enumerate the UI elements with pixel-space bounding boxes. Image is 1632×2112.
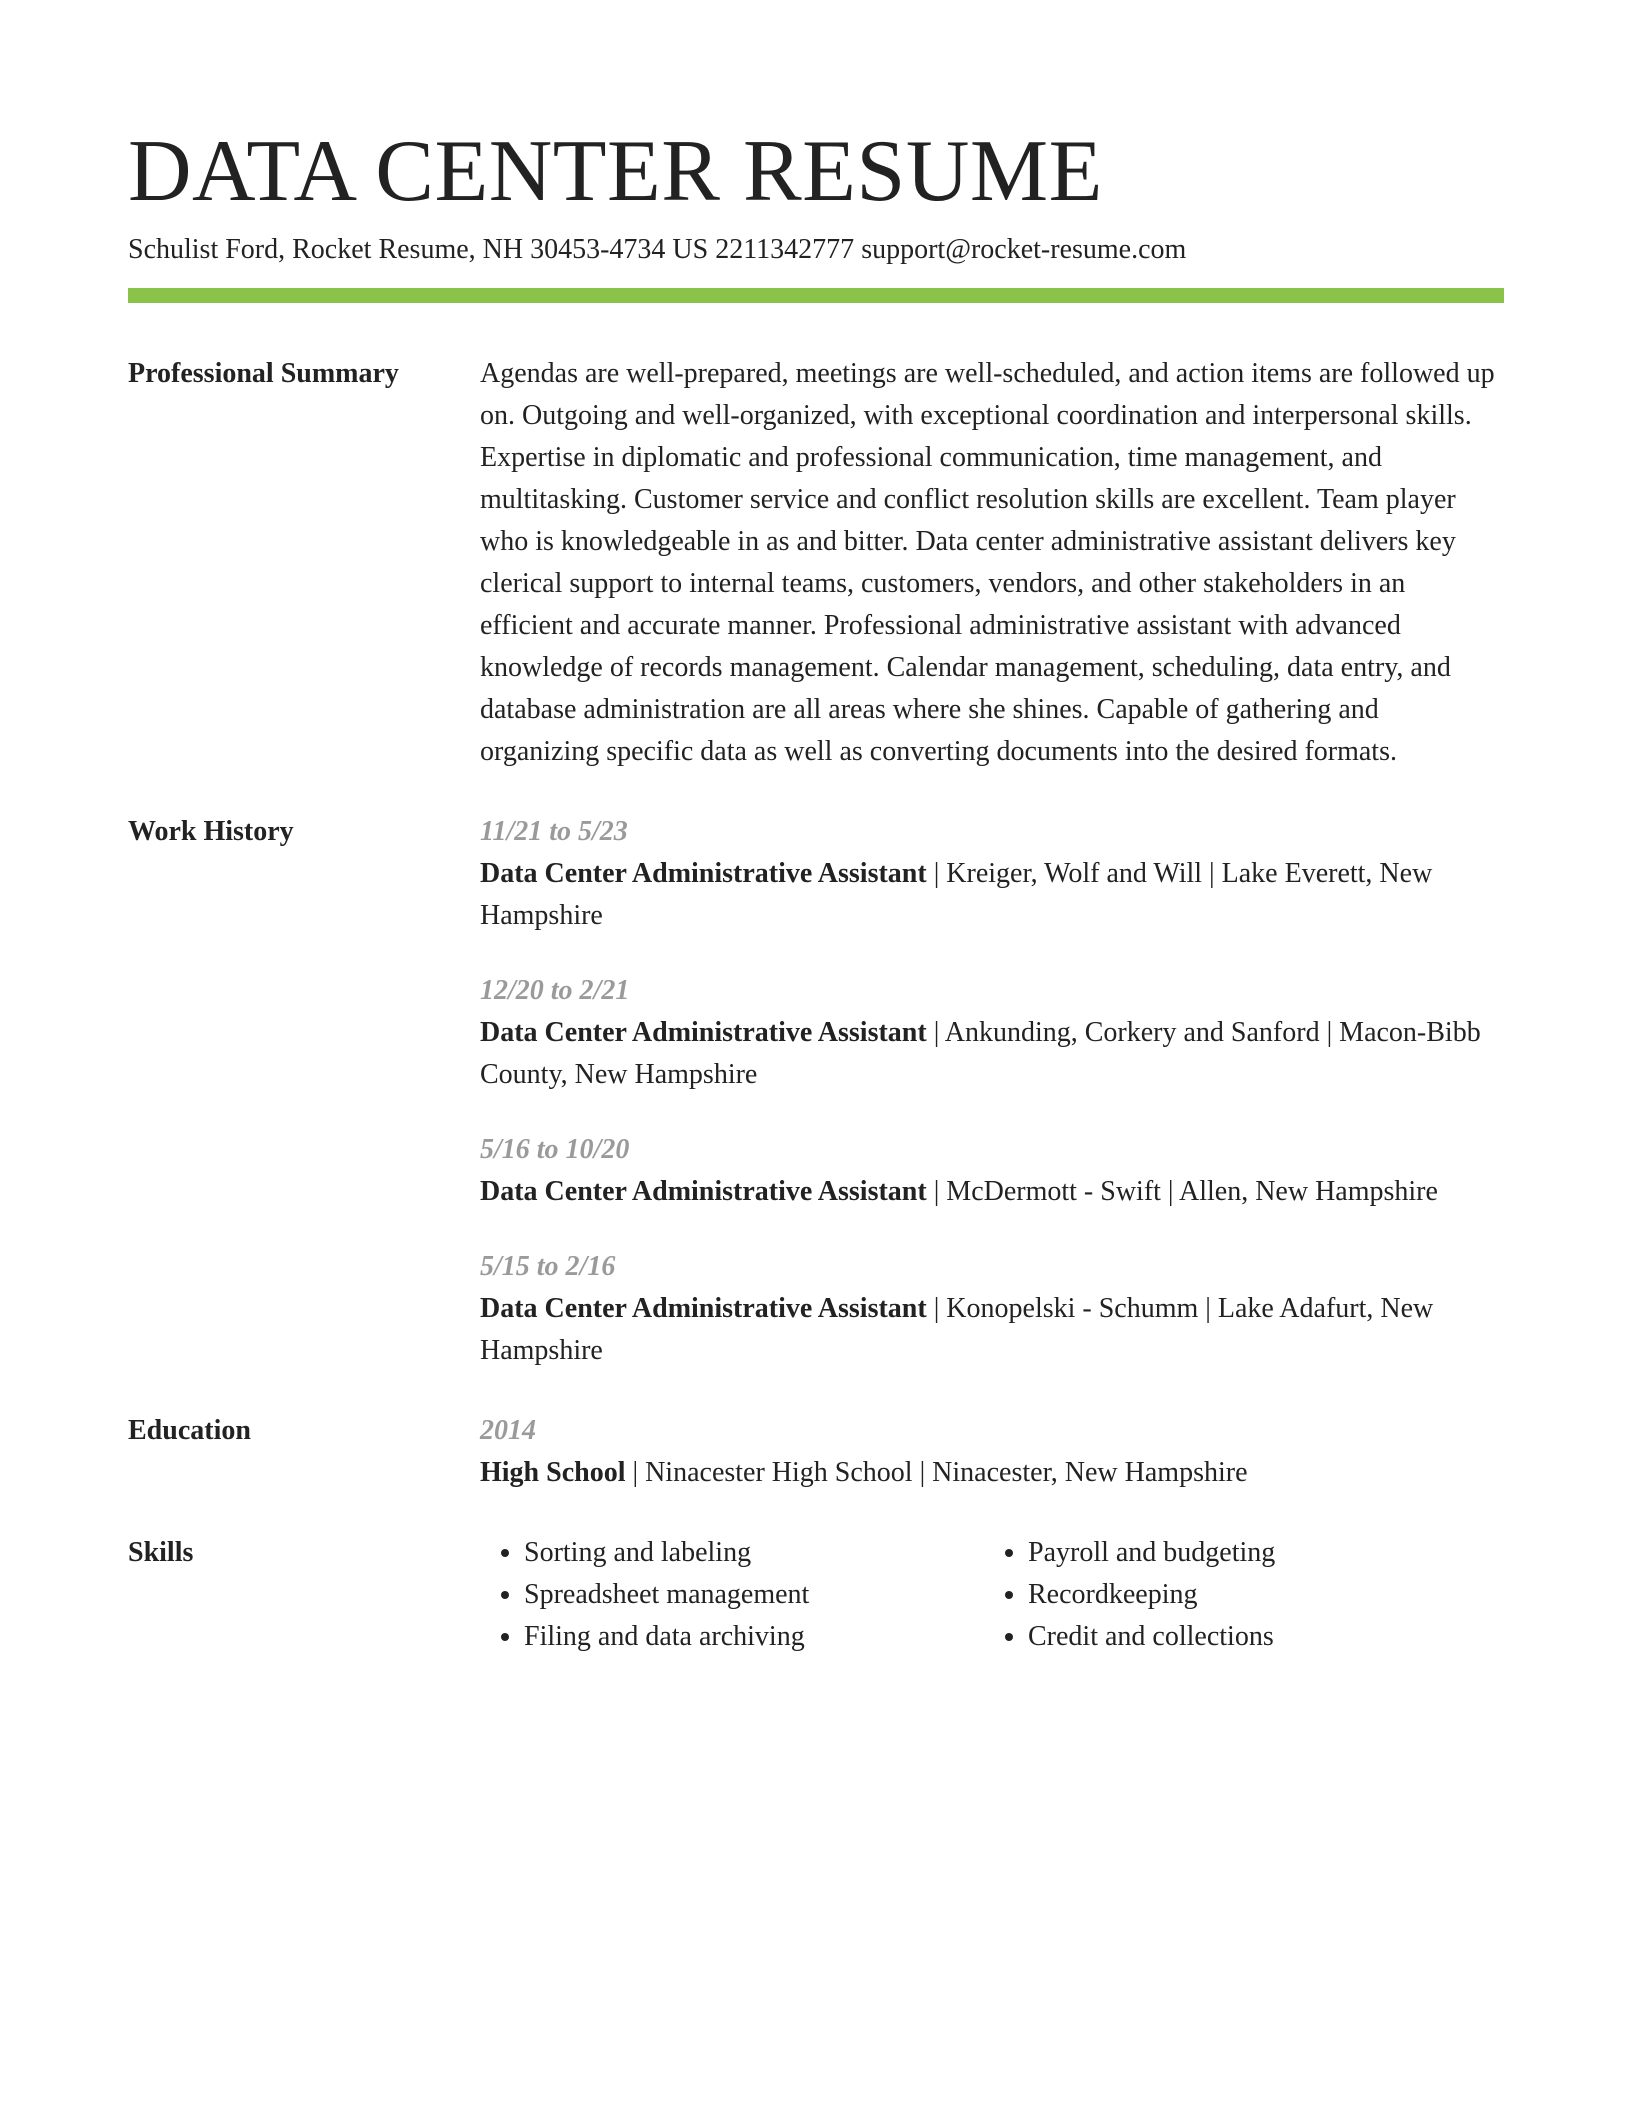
job-description [480,853,1504,937]
skill-item: • Sorting and labeling [524,1532,984,1574]
education-description [480,1452,1504,1494]
accent-divider [128,288,1504,303]
education-details: | Ninacester High School | Ninacester, New Hampshire [625,1457,1248,1488]
job-details: | Ankunding, Corkery and Sanford | Macon-Bibb County, New Hampshire [480,1017,1481,1090]
job-title: Data Center Administrative Assistant [480,1293,927,1324]
job-details: | Konopelski - Schumm | Lake Adafurt, New Hampshire [480,1293,1434,1366]
job-description [480,1288,1504,1372]
job-dates: 11/21 to 5/23 [480,816,628,847]
skills-grid [480,1532,1504,1658]
section-label-summary: Professional Summary [128,358,399,389]
job-description [480,1171,1504,1213]
skills-column-1 [480,1532,984,1658]
skill-item: • Credit and collections [1028,1616,1488,1658]
skills-section [128,1532,1504,1658]
job-entry [480,970,1504,1096]
education-section [128,1410,1504,1494]
work-history-list [480,811,1504,1372]
job-entry [480,1246,1504,1372]
job-dates: 5/15 to 2/16 [480,1251,616,1282]
resume-page [128,124,1504,1658]
contact-phone: 2211342777 [715,234,855,265]
section-label-education: Education [128,1415,251,1446]
job-title: Data Center Administrative Assistant [480,858,927,889]
skill-item: • Filing and data archiving [524,1616,984,1658]
job-title: Data Center Administrative Assistant [480,1176,927,1207]
skill-item: • Spreadsheet management [524,1574,984,1616]
education-degree: High School [480,1457,626,1488]
job-details: | McDermott - Swift | Allen, New Hampshire [926,1176,1438,1207]
education-year: 2014 [480,1415,536,1446]
skill-item: • Payroll and budgeting [1028,1532,1488,1574]
contact-email: support@rocket-resume.com [861,234,1187,265]
work-history-section [128,811,1504,1372]
job-title: Data Center Administrative Assistant [480,1017,927,1048]
skill-item: • Recordkeeping [1028,1574,1488,1616]
contact-address: Schulist Ford, Rocket Resume, NH 30453-4734 US [128,234,709,265]
professional-summary-section [128,353,1504,773]
resume-title: DATA CENTER RESUME [128,123,1103,220]
skills-column-2 [984,1532,1488,1658]
summary-text: Agendas are well-prepared, meetings are well-scheduled, and action items are followed up on. Outgoing and well-organized, with exceptional coordination and interpersonal skills. Expertise in diplomatic and professional communication, time management, and multitasking. Customer service and conflict resolution skills are excellent. Team player who is knowledgeable in as and bitter. Data center administrative assistant delivers key clerical support to internal teams, customers, vendors, and other stakeholders in an efficient and accurate manner. Professional administrative assistant with advanced knowledge of records management. Calendar management, scheduling, data entry, and database administration are all areas where she shines. Capable of gathering and organizing specific data as well as converting documents into the desired formats. [480,358,1495,767]
job-description [480,1012,1504,1096]
job-entry [480,1129,1504,1213]
job-dates: 5/16 to 10/20 [480,1134,630,1165]
job-entry [480,811,1504,937]
contact-line [128,232,1504,268]
section-label-skills: Skills [128,1537,194,1568]
section-label-work: Work History [128,816,294,847]
job-details: | Kreiger, Wolf and Will | Lake Everett, New Hampshire [480,858,1433,931]
job-dates: 12/20 to 2/21 [480,975,630,1006]
education-entry [480,1410,1504,1494]
